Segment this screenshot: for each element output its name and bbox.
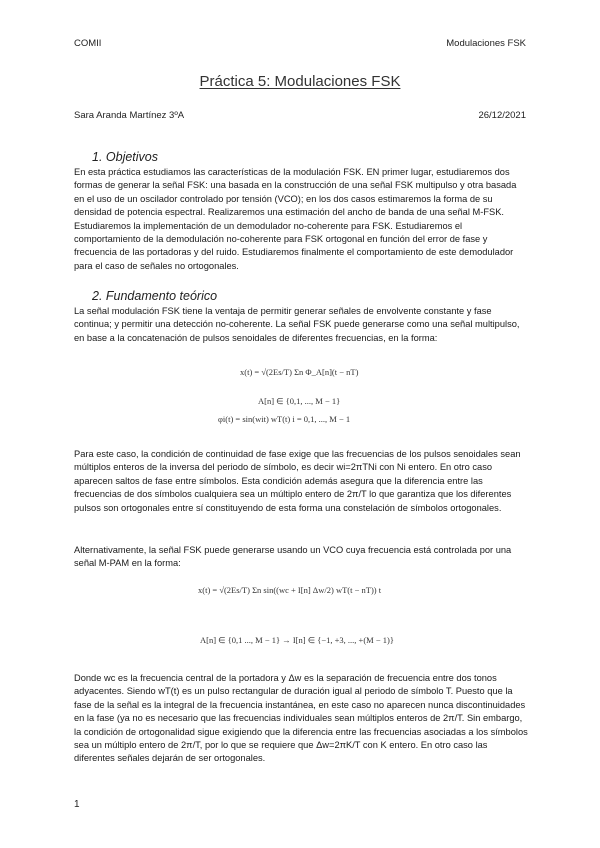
document-title: Práctica 5: Modulaciones FSK [199, 73, 401, 90]
paragraph-fundamento-3: Alternativamente, la señal FSK puede generarse usando un VCO cuya frecuencia está controlada por una señal M-PAM en la forma: [74, 545, 512, 569]
date: 26/12/2021 [478, 110, 526, 121]
equation-pulse-basis: φi(t) = sin(wit) wT(t) i = 0,1, ..., M − 1 [218, 414, 351, 424]
paragraph-fundamento-1: La señal modulación FSK tiene la ventaja de permitir generar señales de envolvente constante y fase continua; y permitir una detección no-coherente. La señal FSK puede generarse como una señal multipulso, en base a la concatenación de pulsos senoidales de diferentes frecuencias, en la forma: [74, 306, 520, 343]
equation-multipulse: x(t) = √(2Es/T) Σn Φ_A[n](t − nT) [240, 367, 359, 377]
paragraph-fundamento-4: Donde wc es la frecuencia central de la portadora y Δw es la separación de frecuencia entre dos tonos adyacentes. Siendo wT(t) es un pulso rectangular de duración igual al periodo de símbolo T. Puesto que la fase de la señal es la integral de la frecuencia instantánea, en este caso no aparecen nunca discontinuidades en la fase (ya no es necesario que las frecuencias individuales sean múltiplos enteros de 2π/T. Sin embargo, la condición de ortogonalidad sigue exigiendo que la diferencia entre las frecuencias asociadas a los símbolos sea un múltiplo entero de 2π/T, por lo que se requiere que Δw=2πK/T con K entero. En otro caso las diferentes señales dejarán de ser ortogonales. [74, 673, 528, 764]
equation-symbol-set: A[n] ∈ {0,1, ..., M − 1} [258, 396, 341, 406]
author: Sara Aranda Martínez 3ºA [74, 110, 185, 121]
paragraph-objetivos: En esta práctica estudiamos las características de la modulación FSK. EN primer lugar, estudiaremos dos formas de generar la señal FSK: una basada en la construcción de una señal FSK multipulso y otra basada en el uso de un oscilador controlado por tensión (VCO); en los dos casos estimaremos la forma de su densidad de potencia espectral. Realizaremos una estimación del ancho de banda de una señal M-FSK. Estudiaremos la implementación de un demodulador no-coherente para FSK. Estudiaremos el comportamiento de la demodulación no-coherente para FSK ortogonal en función del error de fase y frecuencia de las portadoras y del ruido. Estudiaremos finalmente el comportamiento de este demodulador para el caso de señales no ortogonales. [74, 167, 517, 271]
equation-pam-mapping: A[n] ∈ {0,1 ..., M − 1} → I[n] ∈ {−1, +3, ..., +(M − 1)} [200, 635, 394, 645]
header-right: Modulaciones FSK [446, 38, 526, 49]
page-number: 1 [74, 799, 80, 810]
header-left: COMII [74, 38, 102, 49]
paragraph-fundamento-2: Para este caso, la condición de continuidad de fase exige que las frecuencias de los pulsos senoidales sean múltiplos enteros de la inversa del periodo de símbolo, es decir wi=2πTNi con Ni entero. En otro caso aparecen saltos de fase entre símbolos. Esta condición además asegura que la diferencia entre las frecuencias de dos símbolos cualquiera sea un múltiplo entero de 2π/T lo que garantiza que los diferentes pulsos son ortogonales entre sí constituyendo de esta forma una constelación de símbolos ortogonales. [74, 449, 521, 513]
section-heading-fundamento: 2. Fundamento teórico [92, 289, 218, 303]
equation-vco: x(t) = √(2Es/T) Σn sin((wc + I[n] Δw/2) wT(t − nT)) t [198, 585, 382, 595]
section-heading-objetivos: 1. Objetivos [92, 150, 159, 164]
